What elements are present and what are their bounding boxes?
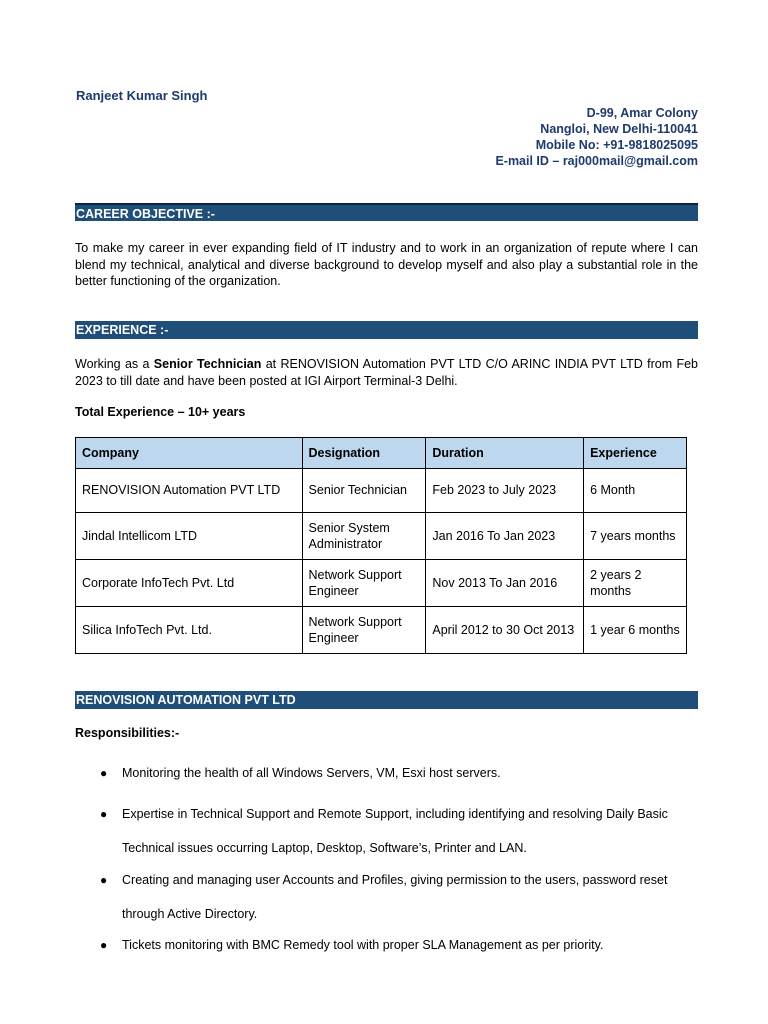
table-row [76, 469, 687, 513]
experience-heading: EXPERIENCE :- [75, 321, 698, 339]
total-experience: Total Experience – 10+ years [75, 405, 246, 419]
bullet-icon: ● [100, 873, 108, 887]
intro-suffix: at RENOVISION Automation PVT LTD C/O ARINC INDIA PVT LTD from Feb 2023 to till date and have been posted at IGI Airport Terminal-3 Delhi. [75, 357, 698, 388]
table-cell: 6 Month [584, 469, 687, 513]
candidate-name: Ranjeet Kumar Singh [76, 88, 208, 103]
table-cell: Feb 2023 to July 2023 [426, 469, 584, 513]
intro-prefix: Working as a [75, 357, 154, 371]
table-cell: Jan 2016 To Jan 2023 [426, 513, 584, 560]
list-item-text: Expertise in Technical Support and Remote Support, including identifying and resolving Daily Basic Technical issues occurring Laptop, Desktop, Software’s, Printer and LAN. [122, 807, 668, 855]
table-cell: Corporate InfoTech Pvt. Ltd [76, 560, 303, 607]
table-cell: Silica InfoTech Pvt. Ltd. [76, 607, 303, 654]
bullet-icon: ● [100, 807, 108, 821]
table-cell: 7 years months [584, 513, 687, 560]
table-cell: Network Support Engineer [302, 607, 426, 654]
intro-role: Senior Technician [153, 357, 262, 371]
table-cell: RENOVISION Automation PVT LTD [76, 469, 303, 513]
table-row [76, 560, 687, 607]
table-header-row [76, 438, 687, 469]
responsibilities-label: Responsibilities:- [75, 726, 180, 740]
table-cell: Jindal Intellicom LTD [76, 513, 303, 560]
contact-block [495, 105, 698, 169]
address-line-1: D-99, Amar Colony [586, 106, 698, 120]
bullet-icon: ● [100, 938, 108, 952]
table-row [76, 607, 687, 654]
table-cell: 1 year 6 months [584, 607, 687, 654]
career-objective-heading: CAREER OBJECTIVE :- [75, 203, 698, 221]
list-item-text: Tickets monitoring with BMC Remedy tool with proper SLA Management as per priority. [122, 938, 604, 952]
experience-intro [75, 356, 698, 389]
table-cell: April 2012 to 30 Oct 2013 [426, 607, 584, 654]
table-cell: Senior System Administrator [302, 513, 426, 560]
table-cell: Senior Technician [302, 469, 426, 513]
mobile-number: Mobile No: +91-9818025095 [535, 138, 698, 152]
experience-table [75, 437, 687, 654]
email-address: E-mail ID – raj000mail@gmail.com [495, 154, 698, 168]
list-item-text: Creating and managing user Accounts and Profiles, giving permission to the users, password reset through Active Directory. [122, 873, 668, 921]
column-header: Designation [302, 438, 426, 469]
column-header: Company [76, 438, 303, 469]
address-line-2: Nangloi, New Delhi-110041 [540, 122, 698, 136]
list-item-text: Monitoring the health of all Windows Servers, VM, Esxi host servers. [122, 766, 501, 780]
renovision-heading: RENOVISION AUTOMATION PVT LTD [75, 691, 698, 709]
career-objective-text: To make my career in ever expanding field of IT industry and to work in an organization of repute where I can blend my technical, analytical and diverse background to develop myself and also play a substantial role in the better functioning of the organization. [75, 241, 698, 288]
bullet-icon: ● [100, 766, 108, 780]
table-row [76, 513, 687, 560]
column-header: Duration [426, 438, 584, 469]
column-header: Experience [584, 438, 687, 469]
table-cell: Network Support Engineer [302, 560, 426, 607]
table-cell: Nov 2013 To Jan 2016 [426, 560, 584, 607]
table-cell: 2 years 2 months [584, 560, 687, 607]
